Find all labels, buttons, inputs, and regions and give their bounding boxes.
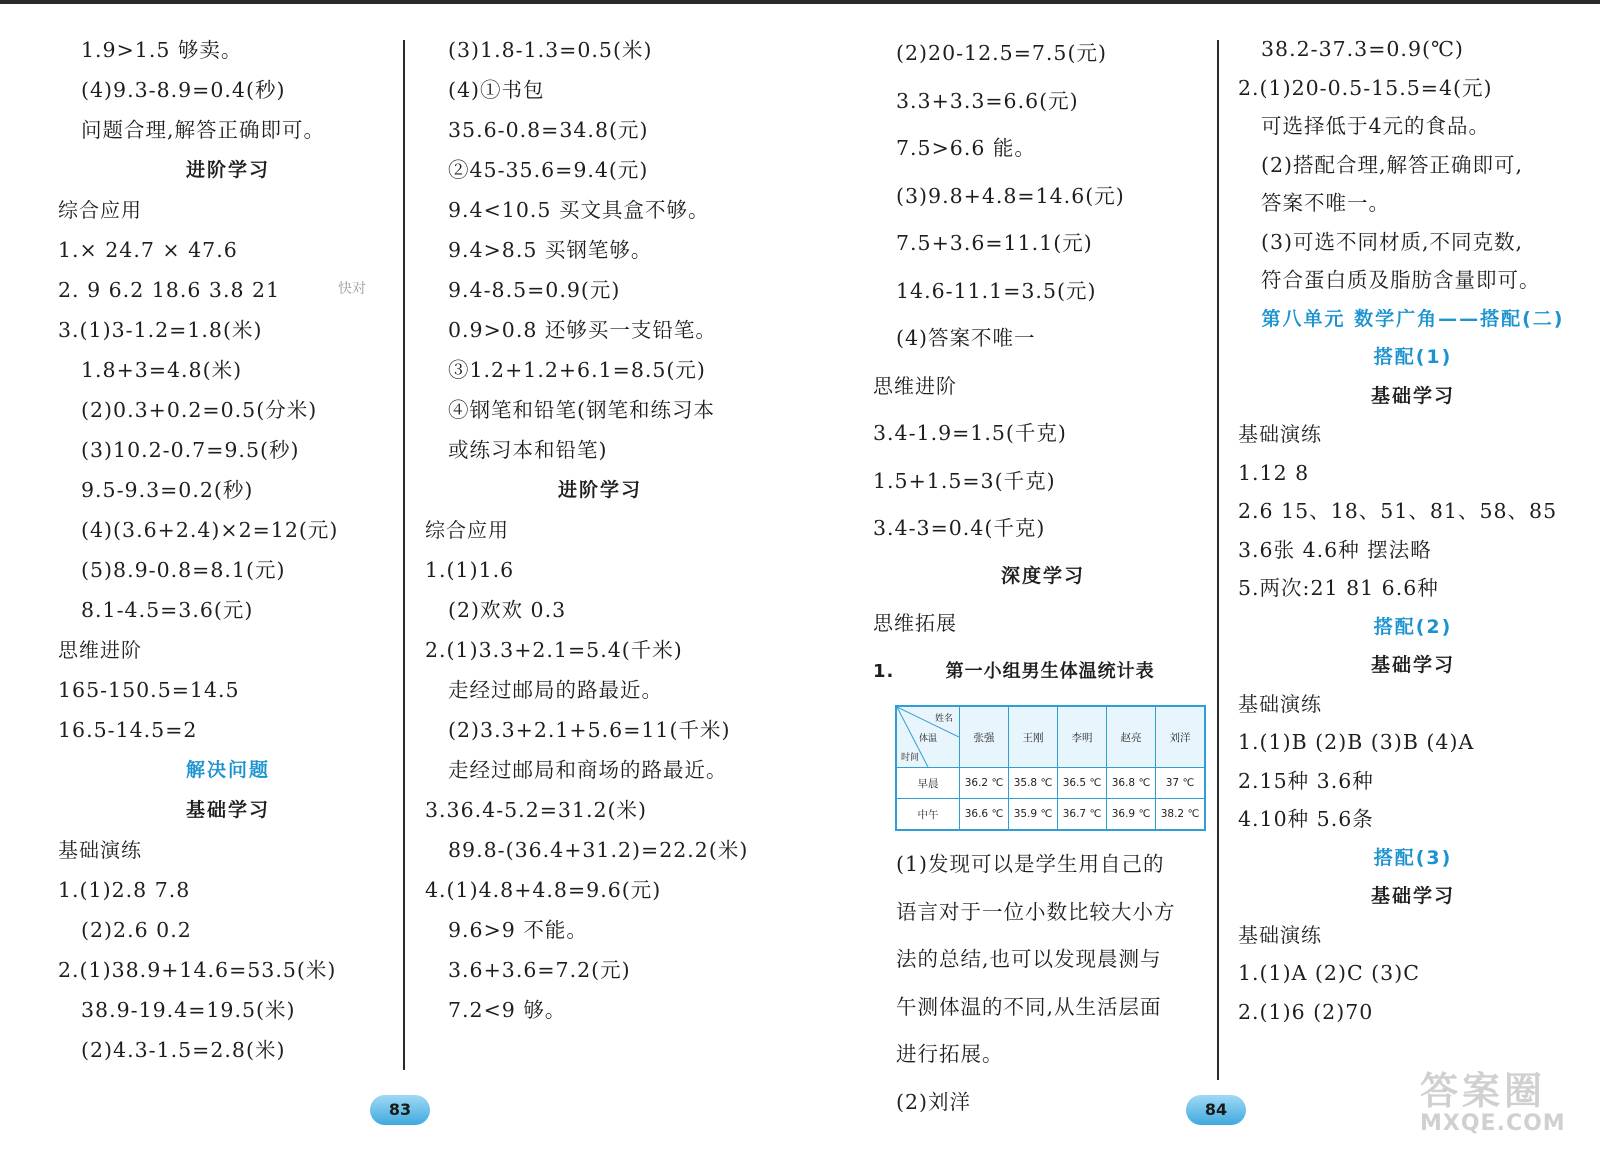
- table-cell: 37 ℃: [1156, 768, 1206, 799]
- section-heading: 基础学习: [1370, 654, 1455, 676]
- answer-line: 1.(1)A (2)C (3)C: [1238, 961, 1420, 985]
- answer-line: 4.10种 5.6条: [1238, 807, 1374, 831]
- watermark-url: MXQE.COM: [1420, 1111, 1566, 1136]
- table-row: [896, 768, 1205, 799]
- subsection-label: 思维拓展: [873, 611, 957, 635]
- page-number-right: 84: [1186, 1095, 1246, 1125]
- header-name-cell: 赵亮: [1107, 706, 1156, 768]
- table-cell: 36.6 ℃: [960, 799, 1009, 831]
- answer-line: 3.36.4-5.2=31.2(米): [425, 798, 648, 822]
- subsection-label: 基础演练: [1238, 691, 1322, 716]
- answer-line: (2)4.3-1.5=2.8(米): [81, 1038, 286, 1062]
- answer-line: 14.6-11.1=3.5(元): [896, 278, 1097, 303]
- answer-line: 9.4>8.5 买钢笔够。: [448, 238, 653, 262]
- table-cell: 35.9 ℃: [1009, 799, 1058, 831]
- answer-line: (4)(3.6+2.4)×2=12(元): [81, 518, 339, 542]
- answer-line: 9.4-8.5=0.9(元): [448, 278, 621, 302]
- subsection-label: 基础演练: [1238, 922, 1322, 947]
- subsection-label: 综合应用: [58, 198, 142, 222]
- answer-line: 3.6+3.6=7.2(元): [448, 958, 631, 982]
- table-cell: 36.9 ℃: [1107, 799, 1156, 831]
- answer-line: 7.2<9 够。: [448, 998, 567, 1022]
- answer-line: 1.(1)1.6: [425, 558, 515, 582]
- section-heading: 基础学习: [1370, 885, 1455, 907]
- answer-line: 9.5-9.3=0.2(秒): [81, 478, 254, 502]
- answer-line: ④钢笔和铅笔(钢笔和练习本: [448, 398, 715, 422]
- column-divider-right: [1217, 40, 1219, 1080]
- corner-label-time: 时间: [901, 753, 920, 763]
- table-title: 第一小组男生体温统计表: [945, 660, 1155, 682]
- answer-line: 2.15种 3.6种: [1238, 768, 1374, 793]
- top-border: [0, 0, 1600, 4]
- section-heading: 进阶学习: [557, 479, 642, 501]
- answer-line: 答案不唯一。: [1261, 191, 1390, 215]
- answer-line: (2)2.6 0.2: [81, 918, 192, 942]
- subsection-label: 思维进阶: [58, 638, 142, 662]
- row-label: 早晨: [896, 768, 960, 799]
- section-heading: 解决问题: [185, 759, 270, 781]
- section-heading: 第八单元 数学广角——搭配(二): [1261, 307, 1565, 330]
- answer-line: (2)20-12.5=7.5(元): [896, 41, 1107, 65]
- answer-line: 35.6-0.8=34.8(元): [448, 118, 649, 142]
- answer-column-1: [58, 30, 398, 1070]
- answer-column-2: [425, 30, 775, 1030]
- table-question-number: 1.: [873, 660, 895, 682]
- subsection-label: 综合应用: [425, 518, 509, 542]
- table-title-line: [873, 648, 1213, 696]
- watermark-text: 答案圈: [1420, 1069, 1547, 1113]
- section-heading: 搭配(2): [1373, 615, 1453, 638]
- header-name-cell: 刘洋: [1156, 706, 1206, 768]
- answer-line: (2)3.3+2.1+5.6=11(千米): [448, 718, 731, 742]
- answer-line: 3.3+3.3=6.6(元): [896, 88, 1079, 113]
- page-number-left: 83: [370, 1095, 430, 1125]
- corner-label-name: 姓名: [934, 714, 953, 724]
- answer-column-3-top: [873, 30, 1213, 648]
- answer-line: 3.6张 4.6种 摆法略: [1238, 537, 1432, 562]
- answer-line: 38.9-19.4=19.5(米): [81, 998, 296, 1022]
- answer-line: (2)0.3+0.2=0.5(分米): [81, 398, 318, 422]
- answer-line: 3.4-3=0.4(千克): [873, 516, 1046, 540]
- answer-line: 0.9>0.8 还够买一支铅笔。: [448, 318, 717, 342]
- answer-line: 1.12 8: [1238, 460, 1310, 485]
- answer-line: 2.(1)6 (2)70: [1238, 999, 1374, 1024]
- table-corner-cell: [896, 706, 960, 768]
- answer-line: 2.(1)20-0.5-15.5=4(元): [1238, 75, 1493, 100]
- row-label: 中午: [896, 799, 960, 831]
- answer-line: 1.(1)2.8 7.8: [58, 878, 191, 902]
- section-heading: 搭配(3): [1373, 846, 1453, 869]
- watermark-logo: [1420, 1060, 1595, 1150]
- table-cell: 36.2 ℃: [960, 768, 1009, 799]
- header-name-cell: 张强: [960, 706, 1009, 768]
- answer-line: 符合蛋白质及脂肪含量即可。: [1261, 268, 1541, 292]
- answer-line: 走经过邮局和商场的路最近。: [448, 758, 728, 782]
- answer-line: 7.5>6.6 能。: [896, 136, 1036, 160]
- answer-line: 1.5+1.5=3(千克): [873, 468, 1056, 493]
- answer-line: (5)8.9-0.8=8.1(元): [81, 558, 286, 582]
- answer-line: 9.6>9 不能。: [448, 918, 588, 942]
- answer-line: 8.1-4.5=3.6(元): [81, 598, 254, 622]
- answer-line: (3)9.8+4.8=14.6(元): [896, 183, 1125, 208]
- section-heading: 基础学习: [1370, 384, 1455, 407]
- answer-line: 2.(1)3.3+2.1=5.4(千米): [425, 638, 683, 662]
- answer-line: 5.两次:21 81 6.6种: [1238, 576, 1439, 600]
- answer-line: 3.(1)3-1.2=1.8(米): [58, 318, 263, 342]
- section-heading: 搭配(1): [1373, 346, 1453, 368]
- answer-line: (4)答案不唯一: [896, 326, 1036, 350]
- answer-line: (3)10.2-0.7=9.5(秒): [81, 438, 300, 462]
- answer-line: 38.2-37.3=0.9(℃): [1261, 37, 1464, 61]
- answer-line: 16.5-14.5=2: [58, 718, 198, 742]
- table-cell: 36.7 ℃: [1058, 799, 1107, 831]
- column-divider-left: [403, 40, 405, 1070]
- table-row: [896, 799, 1205, 831]
- answer-line: 2.6 15、18、51、81、58、85: [1238, 499, 1558, 523]
- answer-line: (2)刘洋: [896, 1089, 972, 1114]
- temperature-table: [895, 705, 1206, 831]
- answer-column-4: [1238, 30, 1588, 1031]
- answer-line: 语言对于一位小数比较大小方: [896, 899, 1176, 924]
- answer-line: 1.8+3=4.8(米): [81, 358, 243, 382]
- table-cell: 35.8 ℃: [1009, 768, 1058, 799]
- corner-label-temp: 体温: [919, 734, 938, 744]
- answer-column-3-bottom: [873, 841, 1213, 1126]
- answer-line: 进行拓展。: [896, 1042, 1004, 1066]
- answer-line: ③1.2+1.2+6.1=8.5(元): [448, 358, 706, 382]
- answer-line: 2. 9 6.2 18.6 3.8 21: [58, 278, 281, 302]
- subsection-label: 基础演练: [58, 838, 142, 862]
- answer-line: ②45-35.6=9.4(元): [448, 158, 649, 182]
- answer-line: 165-150.5=14.5: [58, 678, 240, 702]
- answer-line: 3.4-1.9=1.5(千克): [873, 421, 1067, 445]
- answer-line: (2)欢欢 0.3: [448, 598, 567, 622]
- header-name-cell: 王刚: [1009, 706, 1058, 768]
- section-heading: 进阶学习: [185, 159, 270, 181]
- section-heading: 基础学习: [185, 799, 270, 821]
- answer-line: 1.9>1.5 够卖。: [81, 38, 243, 62]
- answer-line: 4.(1)4.8+4.8=9.6(元): [425, 878, 662, 902]
- table-cell: 36.8 ℃: [1107, 768, 1156, 799]
- pencil-scribble: 快对: [338, 281, 366, 297]
- answer-line: 7.5+3.6=11.1(元): [896, 231, 1093, 255]
- answer-line: 法的总结,也可以发现晨测与: [896, 947, 1162, 971]
- answer-line: 9.4<10.5 买文具盒不够。: [448, 198, 710, 222]
- answer-line: 可选择低于4元的食品。: [1261, 114, 1491, 138]
- answer-line: (4)9.3-8.9=0.4(秒): [81, 78, 286, 102]
- subsection-label: 基础演练: [1238, 422, 1322, 446]
- answer-line: (3)可选不同材质,不同克数,: [1261, 229, 1524, 254]
- answer-line: 或练习本和铅笔): [448, 438, 608, 462]
- answer-line: (3)1.8-1.3=0.5(米): [448, 38, 653, 62]
- answer-line: 1.(1)B (2)B (3)B (4)A: [1238, 730, 1475, 754]
- answer-line: 走经过邮局的路最近。: [448, 678, 663, 702]
- answer-line: 1.× 24.7 × 47.6: [58, 238, 238, 262]
- answer-line: 问题合理,解答正确即可。: [81, 118, 326, 142]
- table-cell: 36.5 ℃: [1058, 768, 1107, 799]
- answer-line: 午测体温的不同,从生活层面: [896, 994, 1162, 1019]
- answer-line: 2.(1)38.9+14.6=53.5(米): [58, 958, 337, 982]
- answer-line: (2)搭配合理,解答正确即可,: [1261, 152, 1524, 177]
- subsection-label: 思维进阶: [873, 373, 957, 398]
- answer-line: 89.8-(36.4+31.2)=22.2(米): [448, 838, 749, 862]
- section-heading: 深度学习: [1000, 564, 1085, 587]
- table-cell: 38.2 ℃: [1156, 799, 1206, 831]
- header-name-cell: 李明: [1058, 706, 1107, 768]
- answer-line: (4)①书包: [448, 78, 545, 102]
- answer-line: (1)发现可以是学生用自己的: [896, 852, 1165, 876]
- answer-column-3: [873, 30, 1213, 1126]
